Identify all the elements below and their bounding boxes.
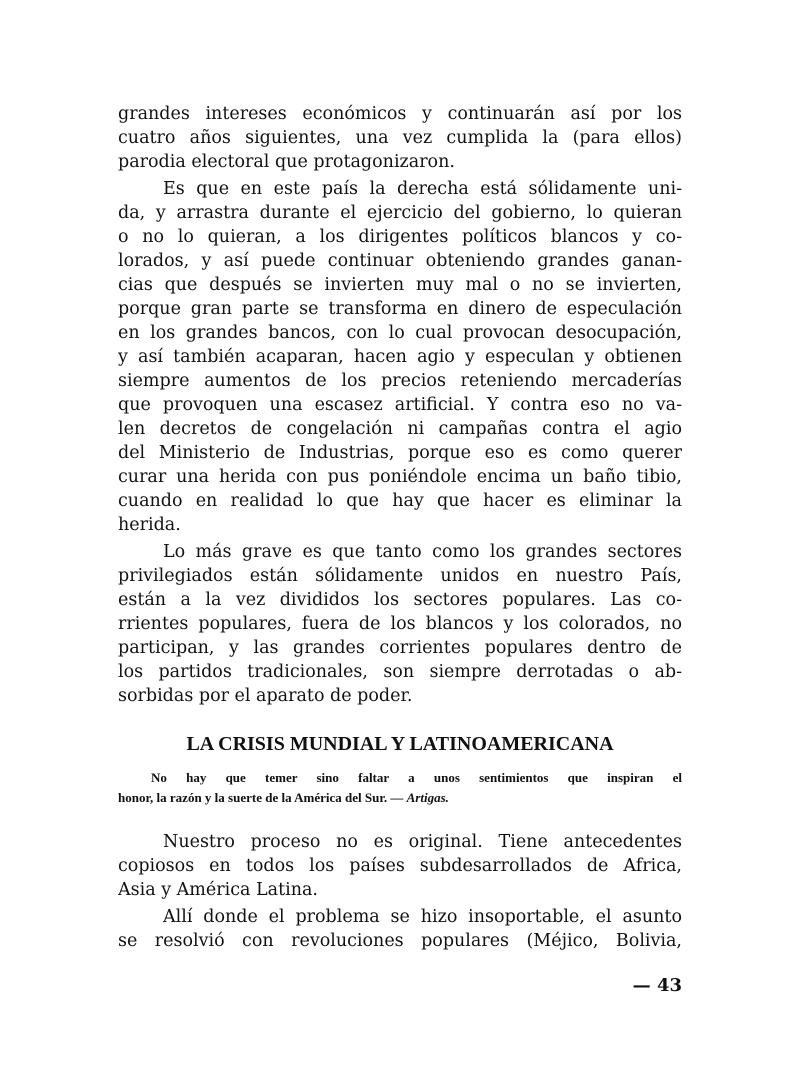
text-line: lorados, y así puede continuar obteniendo grandes ganan- xyxy=(118,251,682,271)
epigraph-line: No hay que temer sino faltar a unos sentimientos que inspiran el xyxy=(151,770,682,785)
text-line: los partidos tradicionales, son siempre derrotadas o ab- xyxy=(118,662,682,682)
page-number: — 43 xyxy=(632,975,682,996)
text-line: Nuestro proceso no es original. Tiene antecedentes xyxy=(163,832,682,852)
text-line: rrientes populares, fuera de los blancos y los colorados, no xyxy=(118,614,682,634)
text-line: da, y arrastra durante el ejercicio del gobierno, lo quieran xyxy=(118,203,682,223)
section-heading: LA CRISIS MUNDIAL Y LATINOAMERICANA xyxy=(186,733,614,755)
text-line: en los grandes bancos, con lo cual provocan desocupación, xyxy=(118,323,682,343)
text-line: Es que en este país la derecha está sólidamente uni- xyxy=(163,179,682,199)
epigraph-author: Artigas. xyxy=(406,790,449,805)
text-line: cuando en realidad lo que hay que hacer es eliminar la xyxy=(118,491,682,511)
text-line: copiosos en todos los países subdesarrollados de Africa, xyxy=(118,856,682,876)
text-line: están a la vez divididos los sectores populares. Las co- xyxy=(118,590,682,610)
text-line: y así también acaparan, hacen agio y especulan y obtienen xyxy=(118,347,682,367)
text-line: Asia y América Latina. xyxy=(118,880,318,900)
text-line: cuatro años siguientes, una vez cumplida la (para ellos) xyxy=(118,128,682,148)
text-line: se resolvió con revoluciones populares (Méjico, Bolivia, xyxy=(118,931,682,951)
text-line: grandes intereses económicos y continuarán así por los xyxy=(118,104,682,124)
text-line: siempre aumentos de los precios reteniendo mercaderías xyxy=(118,371,682,391)
text-line: len decretos de congelación ni campañas contra el agio xyxy=(118,419,682,439)
epigraph-line xyxy=(118,788,682,808)
text-line: porque gran parte se transforma en dinero de especulación xyxy=(118,299,682,319)
text-line: Lo más grave es que tanto como los grandes sectores xyxy=(163,542,682,562)
text-line: curar una herida con pus poniéndole encima un baño tibio, xyxy=(118,467,682,487)
text-line: participan, y las grandes corrientes populares dentro de xyxy=(118,638,682,658)
text-line: o no lo quieran, a los dirigentes políticos blancos y co- xyxy=(118,227,682,247)
text-line: del Ministerio de Industrias, porque eso es como querer xyxy=(118,443,682,463)
epigraph-text: honor, la razón y la suerte de la América del Sur. — xyxy=(118,790,404,805)
text-line: que provoquen una escasez artificial. Y contra eso no va- xyxy=(118,395,682,415)
text-line: Allí donde el problema se hizo insoportable, el asunto xyxy=(163,907,682,927)
text-line: herida. xyxy=(118,515,181,535)
text-line: cias que después se invierten muy mal o no se invierten, xyxy=(118,275,682,295)
text-line: parodia electoral que protagonizaron. xyxy=(118,152,455,172)
text-line: sorbidas por el aparato de poder. xyxy=(118,686,413,706)
text-line: privilegiados están sólidamente unidos en nuestro País, xyxy=(118,566,682,586)
